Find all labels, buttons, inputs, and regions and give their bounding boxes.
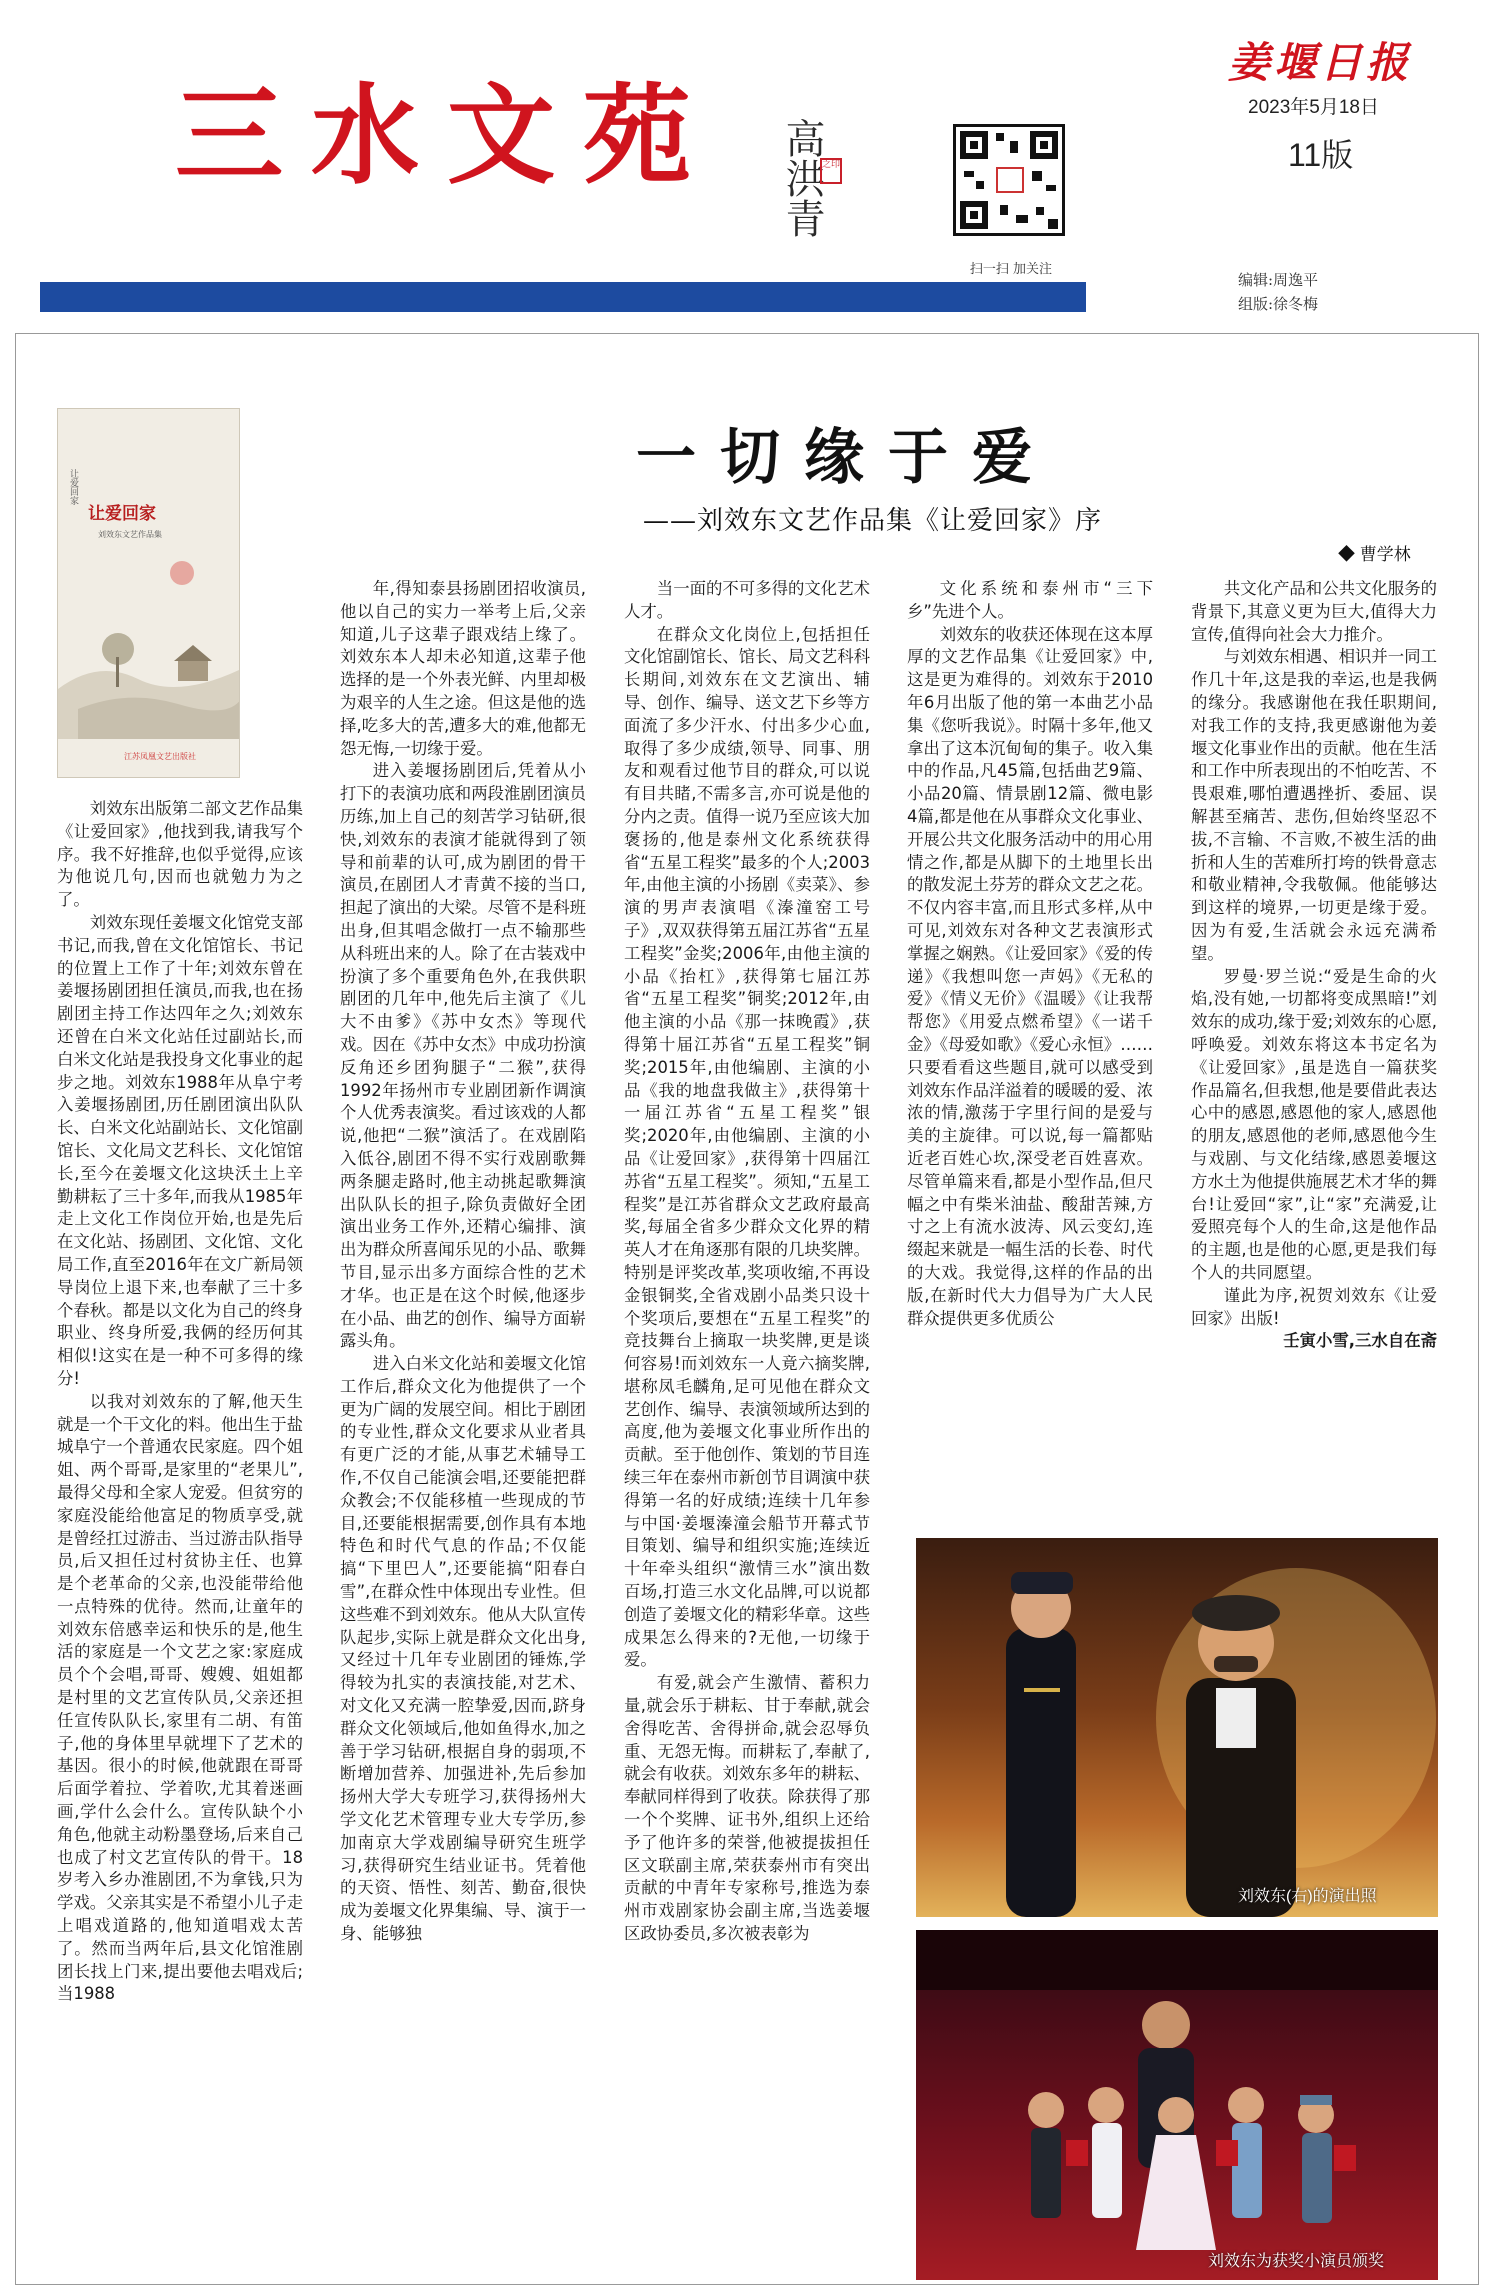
- qr-caption: 扫一扫 加关注: [969, 262, 1053, 277]
- paragraph: 年,得知泰县扬剧团招收演员,他以自己的实力一举考上后,父亲知道,儿子这辈子跟戏结上缘了。刘效东本人却未必知道,这辈子他选择的是一个外表光鲜、内里却极为艰辛的人生之途。但这是他的选择,吃多大的苦,遭多大的难,他都无怨无悔,一切缘于爱。: [340, 579, 586, 758]
- paragraph: 刘效东的收获还体现在这本厚厚的文艺作品集《让爱回家》中,这是更为难得的。刘效东于2010年6月出版了他的第一本曲艺小品集《您听我说》。时隔十多年,他又拿出了这本沉甸甸的集子。收入集中的作品,凡45篇,包括曲艺9篇、小品20篇、情景剧12篇、微电影4篇,都是他在从事群众文化事业、开展公共文化服务活动中的用心用情之作,都是从脚下的土地里长出的散发泥土芬芳的群众文艺之花。不仅内容丰富,而且形式多样,从中可见,刘效东对各种文艺表演形式掌握之娴熟。《让爱回家》《爱的传递》《我想叫您一声妈》《无私的爱》《情义无价》《温暖》《让我帮帮您》《用爱点燃希望》《一诺千金》《母爱如歌》《爱心永恒》……只要看看这些题目,就可以感受到刘效东作品洋溢着的暖暖的爱、浓浓的情,激荡于字里行间的是爱与美的主旋律。可以说,每一篇都贴近老百姓心坎,深受老百姓喜欢。尽管单篇来看,都是小型作品,但尺幅之中有柴米油盐、酸甜苦辣,方寸之上有流水波涛、风云变幻,连缀起来就是一幅生活的长卷、时代的大戏。我觉得,这样的作品的出版,在新时代大力倡导为广大人民群众提供更多优质公: [907, 624, 1153, 1328]
- article-column-2: [340, 578, 586, 2278]
- paragraph: 谨此为序,祝贺刘效东《让爱回家》出版!: [1191, 1285, 1437, 1328]
- paragraph: 刘效东现任姜堰文化馆党支部书记,而我,曾在文化馆馆长、书记的位置上工作了十年;刘效东曾在姜堰扬剧团担任演员,而我,也在扬剧团主持工作达四年之久;刘效东还曾在白米文化站任过副站长,而白米文化站是我投身文化事业的起步之地。刘效东1988年从阜宁考入姜堰扬剧团,历任剧团演出队队长、白米文化站副站长、文化馆副馆长、文化局文艺科长、文化馆馆长,至今在姜堰文化这块沃土上辛勤耕耘了三十多年,而我从1985年走上文化工作岗位开始,也是先后在文化站、扬剧团、文化馆、文化局工作,直至2016年在文广新局领导岗位上退下来,也奉献了三十多个春秋。都是以文化为自己的终身职业、终身所爱,我俩的经历何其相似!这实在是一种不可多得的缘分!: [57, 912, 303, 1388]
- article-byline: ◆ 曹学林: [1338, 545, 1411, 564]
- performance-photo: [916, 1538, 1438, 1917]
- award-photo: [916, 1930, 1438, 2280]
- calligraphy-signature: 高洪青: [779, 118, 825, 238]
- layout-editor-name: 组版:徐冬梅: [1238, 295, 1319, 313]
- article-column-4: [907, 578, 1153, 1518]
- photo-caption-2: 刘效东为获奖小演员颁奖: [1208, 2253, 1385, 2270]
- editor-credits: [1238, 268, 1318, 316]
- paragraph: 当一面的不可多得的文化艺术人才。: [624, 579, 870, 621]
- paragraph: 与刘效东相遇、相识并一同工作几十年,这是我的幸运,也是我俩的缘分。我感谢他在我任职期间,对我工作的支持,我更感谢他为姜堰文化事业作出的贡献。他在生活和工作中所表现出的不怕吃苦、不畏艰难,哪怕遭遇挫折、委屈、误解甚至痛苦、悲伤,但始终坚忍不拔,不言输、不言败,不被生活的曲折和人生的苦难所打垮的铁骨意志和敬业精神,令我敬佩。他能够达到这样的境界,一切更是缘于爱。因为有爱,生活就会永远充满希望。: [1191, 647, 1437, 963]
- photo-caption-1: 刘效东(右)的演出照: [1238, 1888, 1377, 1905]
- cover-subtitle: 刘效东文艺作品集: [98, 530, 162, 539]
- paragraph: 在群众文化岗位上,包括担任文化馆副馆长、馆长、局文艺科科长期间,刘效东在文艺演出、辅导、创作、编导、送文艺下乡等方面流了多少汗水、付出多少心血,取得了多少成绩,领导、同事、朋友和观看过他节目的群众,可以说有目共睹,不需多言,亦可说是他的分内之责。值得一说乃至应该大加褒扬的,他是泰州文化系统获得省“五星工程奖”最多的个人;2003年,由他主演的小扬剧《卖菜》、参演的男声表演唱《溱潼窑工号子》,双双获得第五届江苏省“五星工程奖”金奖;2006年,由他主演的小品《抬杠》,获得第七届江苏省“五星工程奖”铜奖;2012年,由他主演的小品《那一抹晚霞》,获得第十届江苏省“五星工程奖”铜奖;2015年,由他编剧、主演的小品《我的地盘我做主》,获得第十一届江苏省“五星工程奖”银奖;2020年,由他编剧、主演的小品《让爱回家》,获得第十四届江苏省“五星工程奖”。须知,“五星工程奖”是江苏省群众文艺政府最高奖,每届全省多少群众文化界的精英人才在角逐那有限的几块奖牌。特别是评奖改革,奖项收缩,不再设金银铜奖,全省戏剧小品类只设十个奖项后,要想在“五星工程奖”的竞技舞台上摘取一块奖牌,更是谈何容易!而刘效东一人竟六摘奖牌,堪称凤毛麟角,足可见他在群众文艺创作、编导、表演领域所达到的高度,他为姜堰文化事业所作出的贡献。至于他创作、策划的节目连续三年在泰州市新创节目调演中获得第一名的好成绩;连续十几年参与中国·姜堰溱潼会船节开幕式节目策划、编导和组织实施;连续近十年牵头组织“激情三水”演出数百场,打造三水文化品牌,可以说都创造了姜堰文化的精彩华章。这些成果怎么得来的?无他,一切缘于爱。: [624, 624, 870, 1670]
- seal-stamp: 之印: [820, 158, 842, 184]
- paragraph: 罗曼·罗兰说:“爱是生命的火焰,没有她,一切都将变成黑暗!”刘效东的成功,缘于爱;刘效东的心愿,呼唤爱。刘效东将这本书定名为《让爱回家》,虽是选自一篇获奖作品篇名,但我想,他是要借此表达心中的感恩,感恩他的家人,感恩他的朋友,感恩他的老师,感恩他今生与戏剧、与文化结缘,感恩姜堰这方水土为他提供施展艺术才华的舞台!让爱回“家”,让“家”充满爱,让爱照亮每个人的生命,这是他作品的主题,也是他的心愿,更是我们每个人的共同愿望。: [1191, 966, 1437, 1282]
- editor-name: 编辑:周逸平: [1238, 271, 1319, 289]
- book-cover-image: [57, 408, 240, 778]
- article-subheadline: ——刘效东文艺作品集《让爱回家》序: [643, 506, 1103, 536]
- paragraph: 有爱,就会产生激情、蓄积力量,就会乐于耕耘、甘于奉献,就会舍得吃苦、舍得拼命,就会忍辱负重、无怨无悔。而耕耘了,奉献了,就会有收获。刘效东多年的耕耘、奉献同样得到了收获。除获得了那一个个奖牌、证书外,组织上还给予了他许多的荣誉,他被提拔担任区文联副主席,荣获泰州市有突出贡献的中青年专家称号,推选为泰州市戏剧家协会副主席,当选姜堰区政协委员,多次被表彰为: [624, 1673, 870, 1944]
- award-scene-illustration: [916, 1930, 1438, 2280]
- cover-vertical-title: 让爱回家: [68, 469, 78, 505]
- section-title: 三水文苑: [175, 73, 720, 199]
- header-band: [40, 282, 1086, 312]
- article-signoff: 壬寅小雪,三水自在斋: [1283, 1331, 1437, 1351]
- cover-landscape-illustration: [58, 579, 240, 739]
- paragraph: 共文化产品和公共文化服务的背景下,其意义更为巨大,值得大力宣传,值得向社会大力推介。: [1191, 579, 1437, 644]
- qr-code[interactable]: [953, 124, 1065, 236]
- publication-date: 2023年5月18日: [1248, 97, 1379, 118]
- article-column-3: [624, 578, 870, 2278]
- paragraph: 进入姜堰扬剧团后,凭着从小打下的表演功底和两段淮剧团演员历练,加上自己的刻苦学习钻研,很快,刘效东的表演才能就得到了领导和前辈的认可,成为剧团的骨干演员,在剧团人才青黄不接的当口,担起了演出的大梁。尽管不是科班出身,但其唱念做打一点不输那些从科班出来的人。除了在古装戏中扮演了多个重要角色外,在我供职剧团的几年中,他先后主演了《儿大不由爹》《苏中女杰》等现代戏。因在《苏中女杰》中成功扮演反角还乡团狗腿子“二猴”,获得1992年扬州市专业剧团新作调演个人优秀表演奖。看过该戏的人都说,他把“二猴”演活了。在戏剧陷入低谷,剧团不得不实行戏剧歌舞两条腿走路时,他主动挑起歌舞演出队队长的担子,除负责做好全团演出业务工作外,还精心编排、演出为群众所喜闻乐见的小品、歌舞节目,显示出多方面综合性的艺术才华。也正是在这个时候,他逐步在小品、曲艺的创作、编导方面崭露头角。: [340, 761, 586, 1351]
- page-number: 11版: [1288, 137, 1354, 173]
- paragraph: 文化系统和泰州市“三下乡”先进个人。: [907, 579, 1153, 621]
- newspaper-logo: 姜堰日报: [1228, 38, 1413, 87]
- article-column-1: [57, 798, 303, 2278]
- cover-title: 让爱回家: [88, 504, 156, 524]
- paragraph: 以我对刘效东的了解,他天生就是一个干文化的料。他出生于盐城阜宁一个普通农民家庭。四个姐姐、两个哥哥,是家里的“老果儿”,最得父母和全家人宠爱。但贫穷的家庭没能给他富足的物质享受,就是曾经扛过游击、当过游击队指导员,后又担任过村贫协主任、也算是个老革命的父亲,也没能带给他一点特殊的优待。然而,让童年的刘效东倍感幸运和快乐的是,他生活的家庭是一个文艺之家:家庭成员个个会唱,哥哥、嫂嫂、姐姐都是村里的文艺宣传队员,父亲还担任宣传队队长,家里有二胡、有笛子,他的身体里早就埋下了艺术的基因。很小的时候,他就跟在哥哥后面学着拉、学着吹,尤其着迷画画,学什么会什么。宣传队缺个小角色,他就主动粉墨登场,后来自己也成了村文艺宣传队的骨干。18岁考入乡办淮剧团,不为拿钱,只为学戏。父亲其实是不希望小儿子走上唱戏道路的,他知道唱戏太苦了。然而当两年后,县文化馆淮剧团长找上门来,提出要他去唱戏后;当1988: [57, 1391, 303, 2004]
- article-column-5: [1191, 578, 1437, 1518]
- performance-scene-illustration: [916, 1538, 1438, 1917]
- paragraph: 刘效东出版第二部文艺作品集《让爱回家》,他找到我,请我写个序。我不好推辞,也似乎觉得,应该为他说几句,因而也就勉力为之了。: [57, 799, 303, 910]
- cover-publisher: 江苏凤凰文艺出版社: [124, 752, 196, 761]
- paragraph: 进入白米文化站和姜堰文化馆工作后,群众文化为他提供了一个更为广阔的发展空间。相比于剧团的专业性,群众文化要求从业者具有更广泛的才能,从事艺术辅导工作,不仅自己能演会唱,还要能把群众教会;不仅能移植一些现成的节目,还要能根据需要,创作具有本地特色和时代气息的作品;不仅能搞“下里巴人”,还要能搞“阳春白雪”,在群众性中体现出专业性。但这些难不到刘效东。他从大队宣传队起步,实际上就是群众文化出身,又经过十几年专业剧团的锤炼,学得较为扎实的表演技能,对艺术、对文化又充满一腔挚爱,因而,跻身群众文化领域后,他如鱼得水,加之善于学习钻研,根据自身的弱项,不断增加营养、加强进补,先后参加扬州大学大专班学习,获得扬州大学文化艺术管理专业大专学历,参加南京大学戏剧编导研究生班学习,获得研究生结业证书。凭着他的天资、悟性、刻苦、勤奋,很快成为姜堰文化界集编、导、演于一身、能够独: [340, 1354, 586, 1944]
- article-headline: 一切缘于爱: [636, 423, 1056, 493]
